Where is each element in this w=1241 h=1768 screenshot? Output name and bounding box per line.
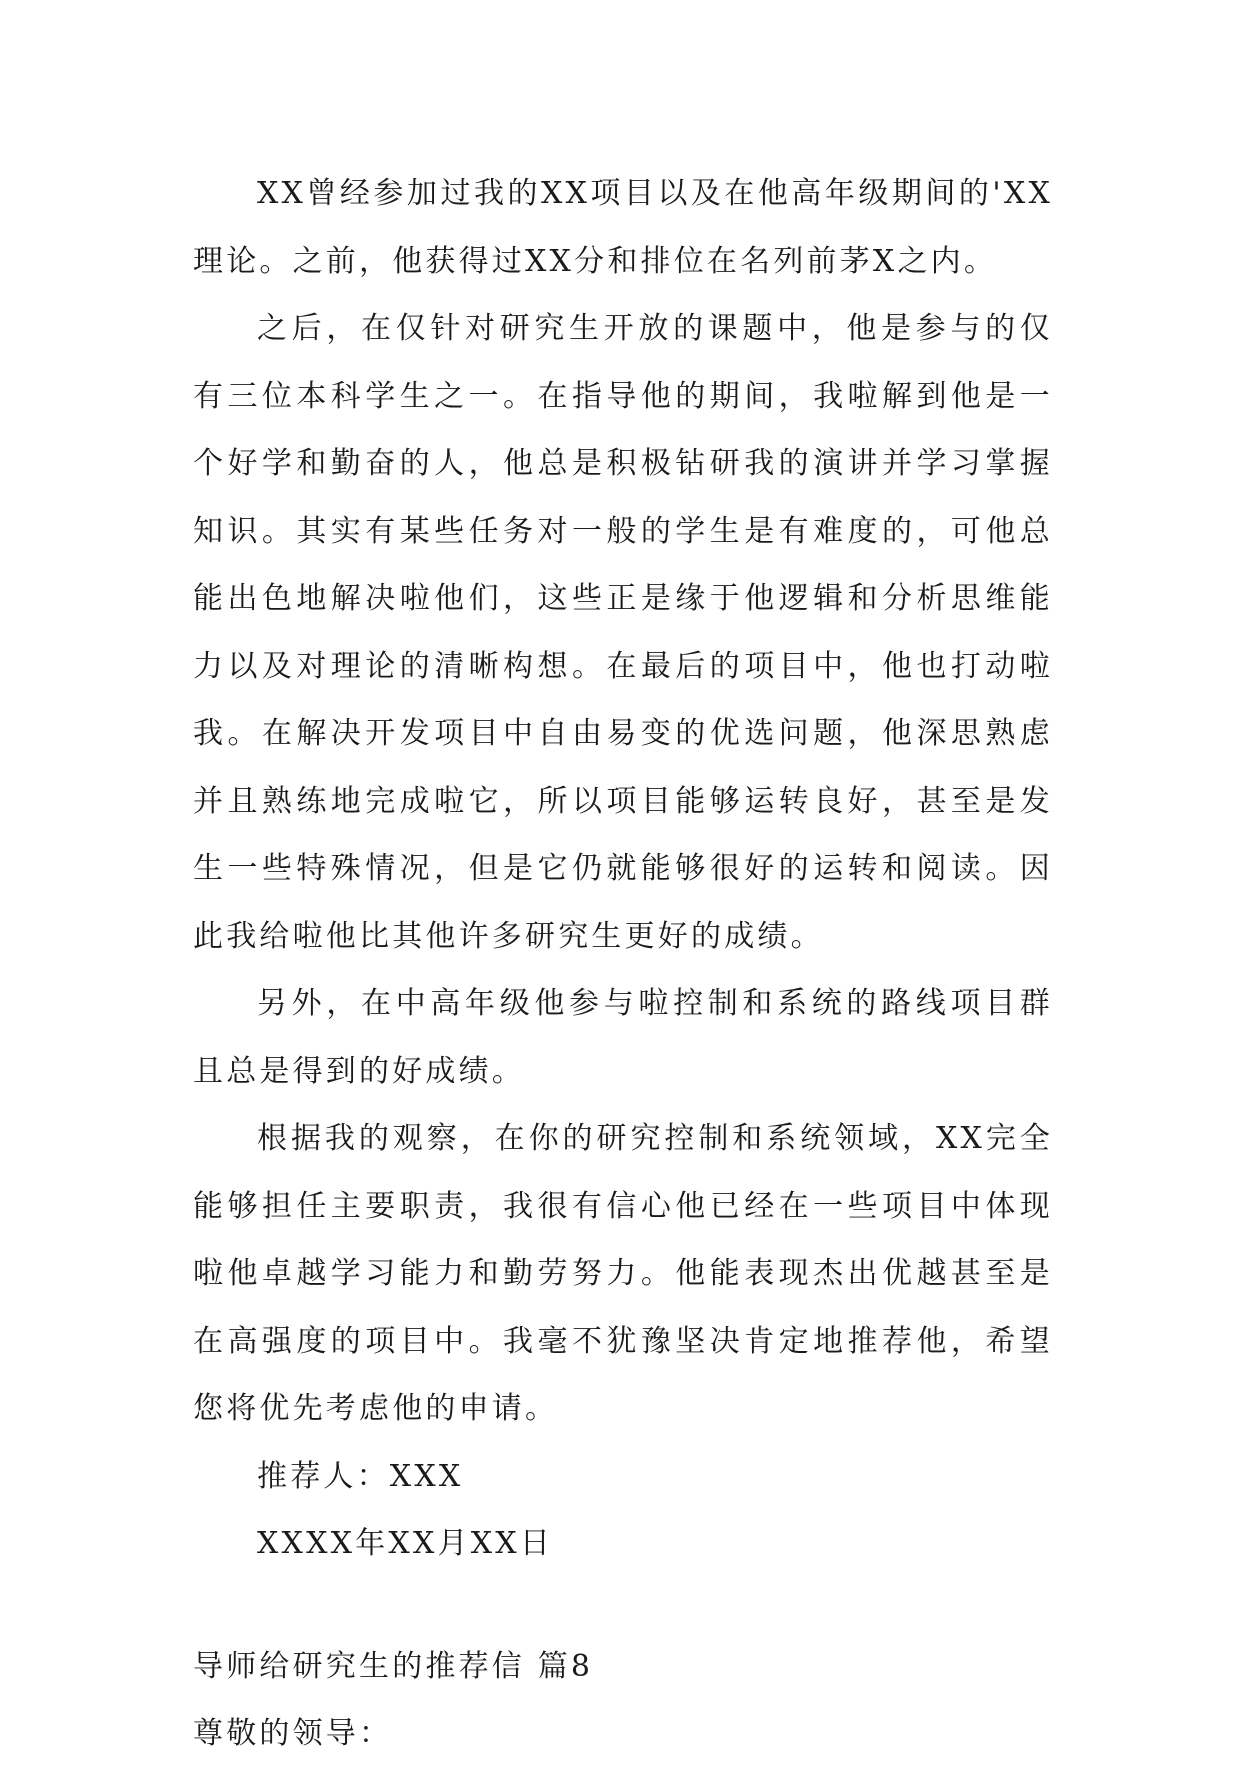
document-page <box>193 160 1053 1768</box>
recommender-line: 推荐人：XXX <box>257 1458 464 1494</box>
paragraph-graduate-course: 之后，在仅针对研究生开放的课题中，他是参与的仅有三位本科学生之一。在指导他的期间，我啦解到他是一个好学和勤奋的人，他总是积极钻研我的演讲并学习掌握知识。其实有某些任务对一般的学生是有难度的，可他总能出色地解决啦他们，这些正是缘于他逻辑和分析思维能力以及对理论的清晰构想。在最后的项目中，他也打动啦我。在解决开发项目中自由易变的优选问题，他深思熟虑并且熟练地完成啦它，所以项目能够运转良好，甚至是发生一些特殊情况，但是它仍就能够很好的运转和阅读。因此我给啦他比其他许多研究生更好的成绩。 <box>193 311 1053 954</box>
date-line: XXXX年XX月XX日 <box>257 1526 554 1561</box>
salutation-line: 尊敬的领导： <box>193 1716 393 1751</box>
section-heading: 导师给研究生的推荐信 篇8 <box>193 1648 594 1684</box>
paragraph-project-experience: XX曾经参加过我的XX项目以及在他高年级期间的'XX理论。之前，他获得过XX分和排位在名列前茅X之内。 <box>193 176 1053 279</box>
paragraph-recommendation: 根据我的观察，在你的研究控制和系统领域，XX完全能够担任主要职责，我很有信心他已经在一些项目中体现啦他卓越学习能力和勤劳努力。他能表现杰出优越甚至是在高强度的项目中。我毫不犹豫坚决肯定地推荐他，希望您将优先考虑他的申请。 <box>193 1121 1053 1426</box>
paragraph-control-systems: 另外，在中高年级他参与啦控制和系统的路线项目群且总是得到的好成绩。 <box>193 986 1053 1089</box>
